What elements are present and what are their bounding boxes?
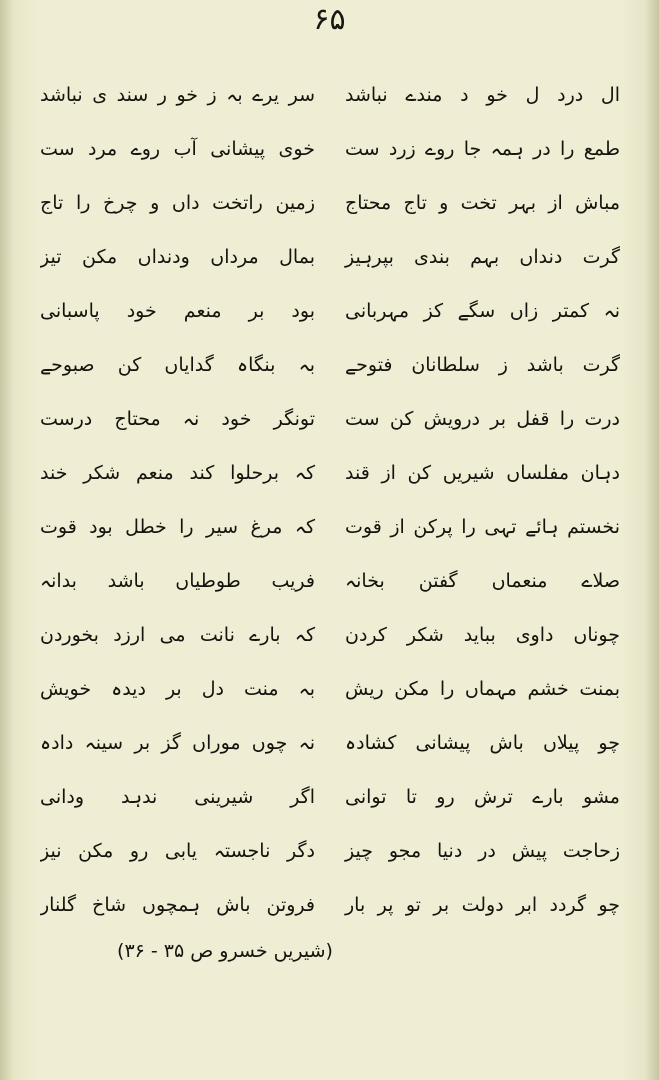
misra-first: بمنت خشم مہماں را مکن ریش <box>345 678 620 700</box>
misra-second: کہ برحلوا کند منعم شکر خند <box>40 462 315 484</box>
couplet-row <box>40 608 620 662</box>
misra-first: زحاجت پیش در دنیا مجو چیز <box>345 840 620 862</box>
misra-second: خوی پیشانی آب روے مرد ست <box>40 138 315 160</box>
misra-first: درت را قفل بر درویش کن ست <box>345 408 620 430</box>
misra-first: چو گردد ابر دولت بر تو پر بار <box>345 894 620 916</box>
page-left-edge-shadow <box>0 0 14 1080</box>
couplet-row <box>40 122 620 176</box>
misra-second: فریب طوطیاں باشد بدانہ <box>40 570 315 592</box>
couplet-row <box>40 230 620 284</box>
misra-first: دہان مفلساں شیریں کن از قند <box>345 462 620 484</box>
misra-second: بہ منت دل بر دیدہ خویش <box>40 678 315 700</box>
couplet-row <box>40 878 620 932</box>
misra-first: گرت دنداں بہم بندی بپرہیز <box>345 246 620 268</box>
misra-second: تونگر خود نہ محتاج درست <box>40 408 315 430</box>
misra-second: کہ مرغ سیر را خطل بود قوت <box>40 516 315 538</box>
couplet-row <box>40 716 620 770</box>
misra-first: چو پیلاں باش پیشانی کشادہ <box>345 732 620 754</box>
misra-first: طمع را در ہمہ جا روے زرد ست <box>345 138 620 160</box>
couplet-row <box>40 824 620 878</box>
misra-first: مشو بارے ترش رو تا توانی <box>345 786 620 808</box>
misra-second: کہ بارے نانت می ارزد بخوردن <box>40 624 315 646</box>
page-right-edge-shadow <box>645 0 659 1080</box>
couplet-row <box>40 500 620 554</box>
misra-first: گرت باشد ز سلطانان فتوحے <box>345 354 620 376</box>
misra-first: چوناں داوی بباید شکر کردن <box>345 624 620 646</box>
misra-second: بمال مرداں ودنداں مکن تیز <box>40 246 315 268</box>
couplet-row <box>40 446 620 500</box>
misra-second: دگر ناجستہ یابی رو مکن نیز <box>40 840 315 862</box>
misra-second: نہ چوں موراں گز بر سینہ دادہ <box>40 732 315 754</box>
misra-second: بود بر منعم خود پاسبانی <box>40 300 315 322</box>
couplet-row <box>40 284 620 338</box>
misra-first: نخستم ہائے تہی را پرکن از قوت <box>345 516 620 538</box>
couplet-row <box>40 338 620 392</box>
couplet-row <box>40 554 620 608</box>
misra-second: بہ بنگاہ گدایاں کن صبوحے <box>40 354 315 376</box>
misra-second: اگر شیرینی ندہد ودانی <box>40 786 315 808</box>
couplet-row <box>40 662 620 716</box>
misra-first: مباش از بہر تخت و تاج محتاج <box>345 192 620 214</box>
couplet-row <box>40 68 620 122</box>
couplet-row <box>40 770 620 824</box>
poem-body <box>40 68 620 932</box>
couplet-row <box>40 392 620 446</box>
misra-second: فروتن باش ہمچوں شاخ گلنار <box>40 894 315 916</box>
source-citation: (شیریں خسرو ص ۳۵ - ۳۶) <box>117 940 333 962</box>
couplet-row <box>40 176 620 230</box>
misra-first: ال درد ل خو د مندے نباشد <box>345 84 620 106</box>
misra-first: نہ کمتر زاں سگے کز مہربانی <box>345 300 620 322</box>
misra-first: صلاے منعماں گفتن بخانہ <box>345 570 620 592</box>
misra-second: سر یرے بہ ز خو ر سند ی نباشد <box>40 84 315 106</box>
misra-second: زمین راتخت داں و چرخ را تاج <box>40 192 315 214</box>
page-number: ۶۵ <box>313 2 346 37</box>
